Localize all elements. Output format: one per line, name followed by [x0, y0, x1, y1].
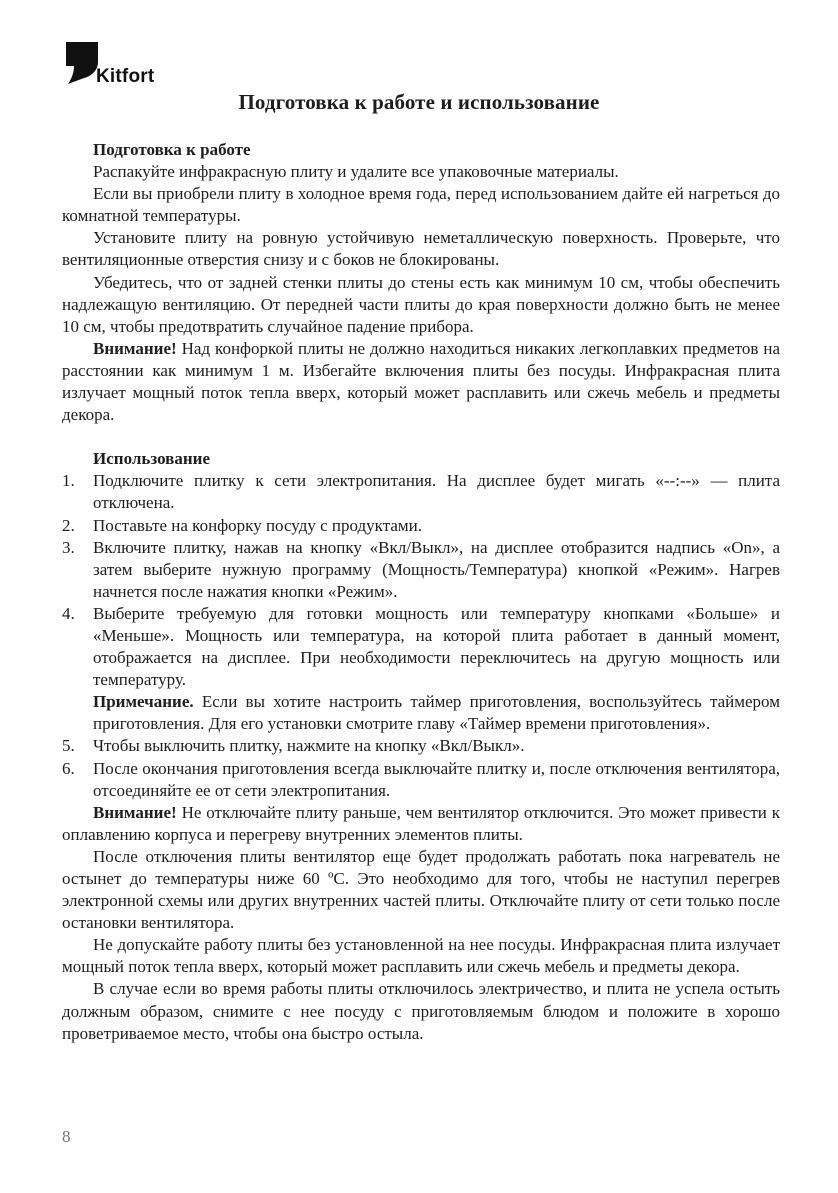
- step-text: Поставьте на конфорку посуду с продуктами.: [93, 515, 423, 535]
- step-number: 6.: [62, 758, 75, 778]
- brand-logo: [62, 40, 172, 88]
- step-number: 4.: [62, 603, 75, 623]
- paragraph: Установите плиту на ровную устойчивую неметаллическую поверхность. Проверьте, что вентиляционные отверстия снизу и с боков не блокированы.: [62, 228, 780, 270]
- paragraph: В случае если во время работы плиты отключилось электричество, и плита не успела остыть должным образом, снимите с нее посуду с приготовляемым блюдом и положите в хорошо проветриваемое место, чтобы она быстро остыла.: [62, 979, 780, 1043]
- step-text: Выберите требуемую для готовки мощность или температуру кнопками «Больше» и «Меньше». Мощность или температура, на которой плита работает в данный момент, отображается на дисплее. При необходимости переключитесь на другую мощность или температуру.: [93, 603, 780, 690]
- section-heading-preparation: Подготовка к работе: [93, 140, 251, 159]
- step-number: 1.: [62, 471, 75, 491]
- list-item: [62, 758, 780, 802]
- paragraph: Убедитесь, что от задней стенки плиты до стены есть как минимум 10 см, чтобы обеспечить надлежащую вентиляцию. От передней части плиты до края поверхности должно быть не менее 10 см, чтобы предотвратить случайное падение прибора.: [62, 272, 780, 336]
- step-text: Подключите плитку к сети электропитания. На дисплее будет мигать «--:--» — плита отключена.: [93, 471, 780, 513]
- list-item: [62, 470, 780, 514]
- document-body: [62, 139, 780, 1045]
- warning-label: Внимание!: [93, 802, 177, 822]
- brand-name: Kitfort: [96, 66, 155, 87]
- step-text: После окончания приготовления всегда выключайте плитку и, после отключения вентилятора, отсоединяйте ее от сети электропитания.: [93, 758, 780, 800]
- step-text: Включите плитку, нажав на кнопку «Вкл/Выкл», на дисплее отобразится надпись «On», а затем выберите нужную программу (Мощность/Температура) кнопкой «Режим». Нагрев начнется после нажатия кнопки «Режим».: [93, 537, 780, 601]
- step-number: 2.: [62, 515, 75, 535]
- note-paragraph: [93, 691, 780, 735]
- warning-text: Не отключайте плиту раньше, чем вентилятор отключится. Это может привести к оплавлению корпуса и перегреву внутренних элементов плиты.: [62, 802, 780, 844]
- step-number: 5.: [62, 736, 75, 756]
- step-number: 3.: [62, 537, 75, 557]
- paragraph: После отключения плиты вентилятор еще будет продолжать работать пока нагреватель не остынет до температуры ниже 60 ºC. Это необходимо для того, чтобы не наступил перегрев электронной схемы или других внутренних частей плиты. Отключайте плиту от сети только после остановки вентилятора.: [62, 846, 780, 933]
- warning-paragraph: [62, 802, 780, 846]
- paragraph: Не допускайте работу плиты без установленной на нее посуды. Инфракрасная плита излучает мощный поток тепла вверх, который может расплавить или сжечь мебель и предметы декора.: [62, 935, 780, 977]
- steps-list: [62, 470, 780, 801]
- list-item: [62, 537, 780, 603]
- paragraph: Распакуйте инфракрасную плиту и удалите все упаковочные материалы.: [93, 162, 619, 182]
- section-heading-usage: Использование: [93, 449, 210, 469]
- list-item: [62, 603, 780, 736]
- list-item: [62, 515, 780, 537]
- page-number: 8: [62, 1127, 71, 1146]
- list-item: [62, 735, 780, 757]
- paragraph: Если вы приобрели плиту в холодное время года, перед использованием дайте ей нагреться до комнатной температуры.: [62, 184, 780, 226]
- step-text: Чтобы выключить плитку, нажмите на кнопку «Вкл/Выкл».: [93, 736, 525, 756]
- warning-text: Над конфоркой плиты не должно находиться никаких легкоплавких предметов на расстоянии как минимум 1 м. Избегайте включения плиты без посуды. Инфракрасная плита излучает мощный поток тепла вверх, который может расплавить или сжечь мебель и предметы декора.: [62, 338, 780, 425]
- warning-label: Внимание!: [93, 338, 177, 358]
- note-label: Примечание.: [93, 692, 194, 712]
- note-text: Если вы хотите настроить таймер приготовления, воспользуйтесь таймером приготовления. Для его установки смотрите главу «Таймер времени приготовления».: [93, 692, 780, 734]
- page-title: Подготовка к работе и использование: [238, 90, 600, 114]
- warning-paragraph: [62, 338, 780, 426]
